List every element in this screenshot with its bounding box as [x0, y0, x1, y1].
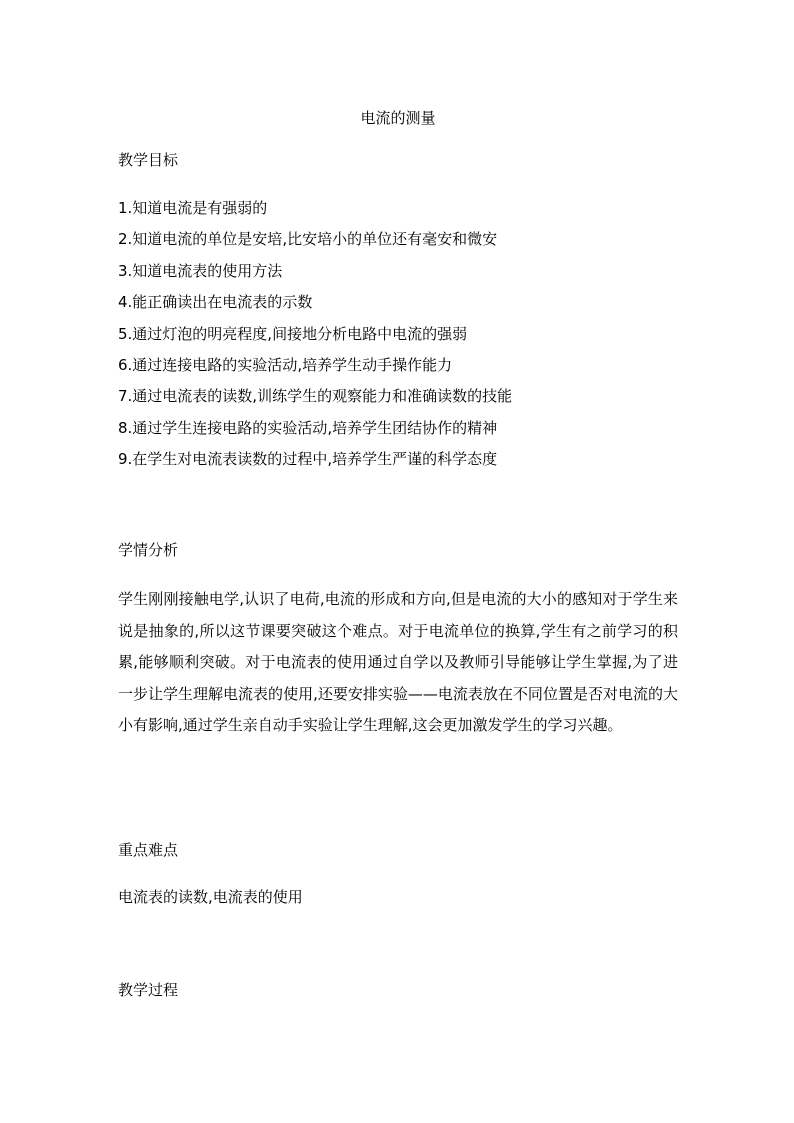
objective-item: 6.通过连接电路的实验活动,培养学生动手操作能力	[118, 355, 453, 374]
objective-item: 9.在学生对电流表读数的过程中,培养学生严谨的科学态度	[118, 450, 498, 469]
key-points-heading: 重点难点	[118, 841, 179, 859]
objective-item: 2.知道电流的单位是安培,比安培小的单位还有毫安和微安	[118, 230, 498, 249]
objective-item: 8.通过学生连接电路的实验活动,培养学生团结协作的精神	[118, 418, 498, 437]
objectives-heading: 教学目标	[118, 151, 179, 169]
objective-item: 5.通过灯泡的明亮程度,间接地分析电路中电流的强弱	[118, 324, 468, 343]
analysis-paragraph: 学生刚刚接触电学,认识了电荷,电流的形成和方向,但是电流的大小的感知对于学生来说是抽象的,所以这节课要突破这个难点。对于电流单位的换算,学生有之前学习的积累,能够顺利突破。对于电流表的使用通过自学以及教师引导能够让学生掌握,为了进一步让学生理解电流表的使用,还要安排实验——电流表放在不同位置是否对电流的大小有影响,通过学生亲自动手实验让学生理解,这会更加激发学生的学习兴趣。	[118, 590, 678, 734]
process-heading: 教学过程	[118, 981, 179, 999]
key-points-text: 电流表的读数,电流表的使用	[118, 888, 303, 906]
objective-item: 4.能正确读出在电流表的示数	[118, 293, 313, 312]
objective-item: 1.知道电流是有强弱的	[118, 199, 268, 217]
analysis-heading: 学情分析	[118, 541, 179, 559]
objective-item: 7.通过电流表的读数,训练学生的观察能力和准确读数的技能	[118, 387, 513, 406]
objectives-list	[118, 198, 512, 481]
objective-item: 3.知道电流表的使用方法	[118, 261, 283, 280]
document-title: 电流的测量	[360, 109, 436, 127]
